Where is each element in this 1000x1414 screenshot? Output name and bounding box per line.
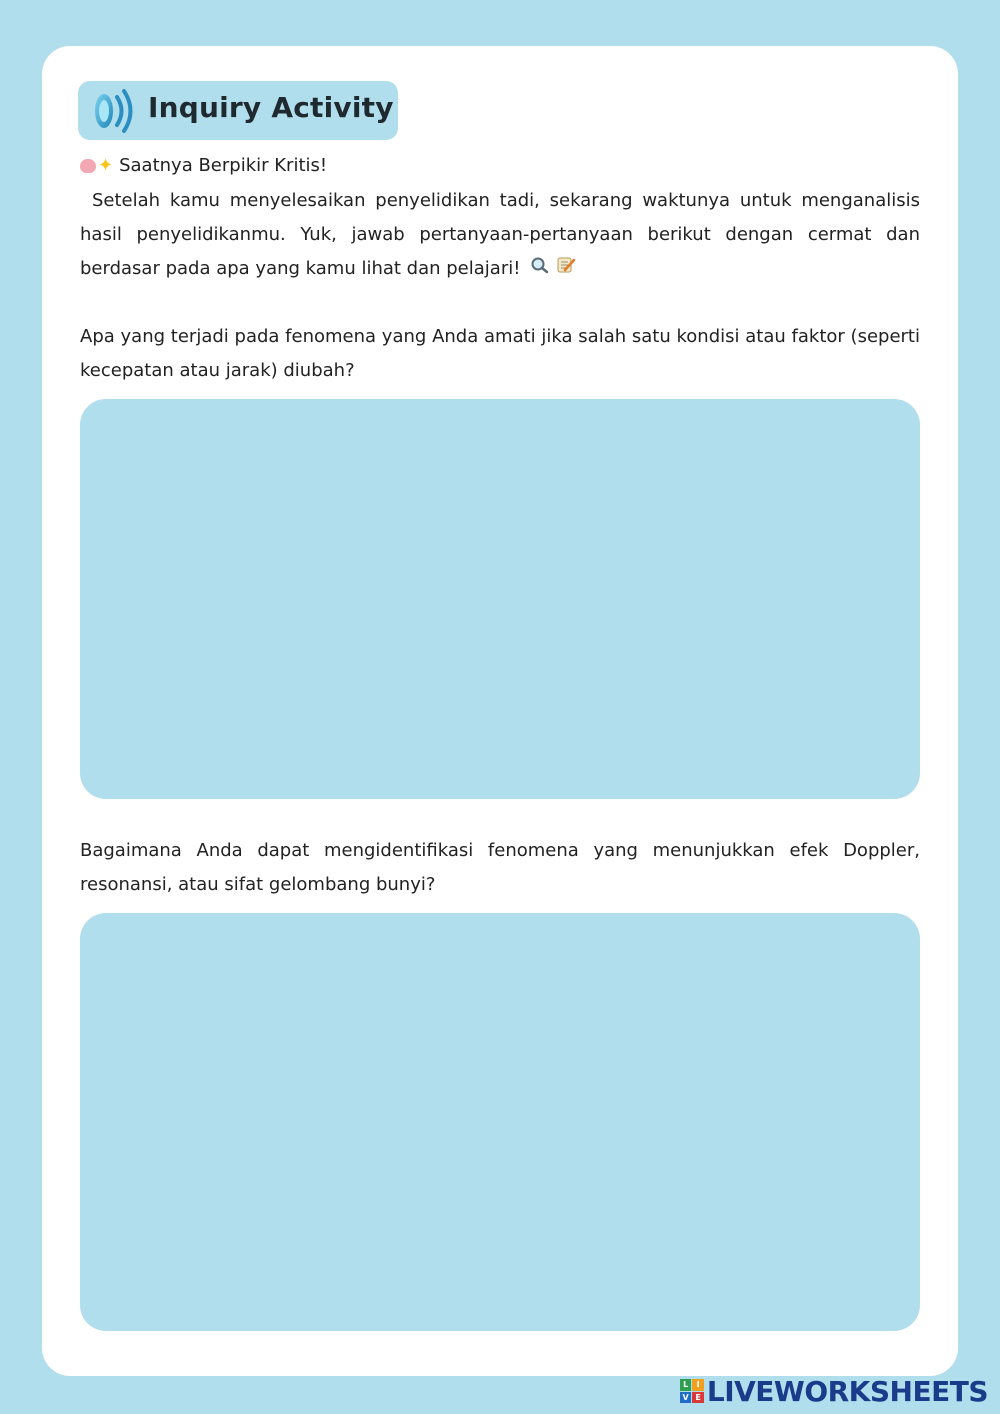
intro-paragraph bbox=[80, 184, 920, 286]
magnifier-icon bbox=[530, 256, 550, 274]
speaker-icon bbox=[84, 83, 140, 139]
section-subtitle bbox=[80, 155, 327, 176]
intro-icons bbox=[530, 252, 576, 286]
page-title: Inquiry Activity bbox=[148, 91, 394, 124]
logo-letter-l: L bbox=[680, 1379, 692, 1391]
logo-letter-e: E bbox=[692, 1392, 704, 1404]
logo-letter-v: V bbox=[680, 1392, 692, 1404]
header-pill bbox=[78, 81, 398, 140]
liveworksheets-logo bbox=[680, 1374, 988, 1408]
intro-text: Setelah kamu menyelesaikan penyelidikan tadi, sekarang waktunya untuk menganalisis hasil penyelidikanmu. Yuk, jawab pertanyaan-pertanyaan berikut dengan cermat dan berdasar pada apa yang kamu lihat dan pelajari! bbox=[80, 190, 920, 279]
brain-icon bbox=[80, 159, 96, 173]
sparkle-icon: ✦ bbox=[98, 155, 114, 176]
question-2: Bagaimana Anda dapat mengidentifikasi fenomena yang menunjukkan efek Doppler, resonansi, atau sifat gelombang bunyi? bbox=[80, 840, 920, 895]
answer-box-1[interactable] bbox=[80, 399, 920, 799]
memo-icon bbox=[556, 256, 576, 274]
question-1: Apa yang terjadi pada fenomena yang Anda amati jika salah satu kondisi atau faktor (seperti kecepatan atau jarak) diubah? bbox=[80, 326, 920, 381]
logo-letter-i: I bbox=[692, 1379, 704, 1391]
logo-grid-icon bbox=[680, 1379, 704, 1403]
subtitle-text: Saatnya Berpikir Kritis! bbox=[119, 155, 328, 176]
logo-text: LIVEWORKSHEETS bbox=[706, 1374, 988, 1408]
answer-box-2[interactable] bbox=[80, 913, 920, 1331]
